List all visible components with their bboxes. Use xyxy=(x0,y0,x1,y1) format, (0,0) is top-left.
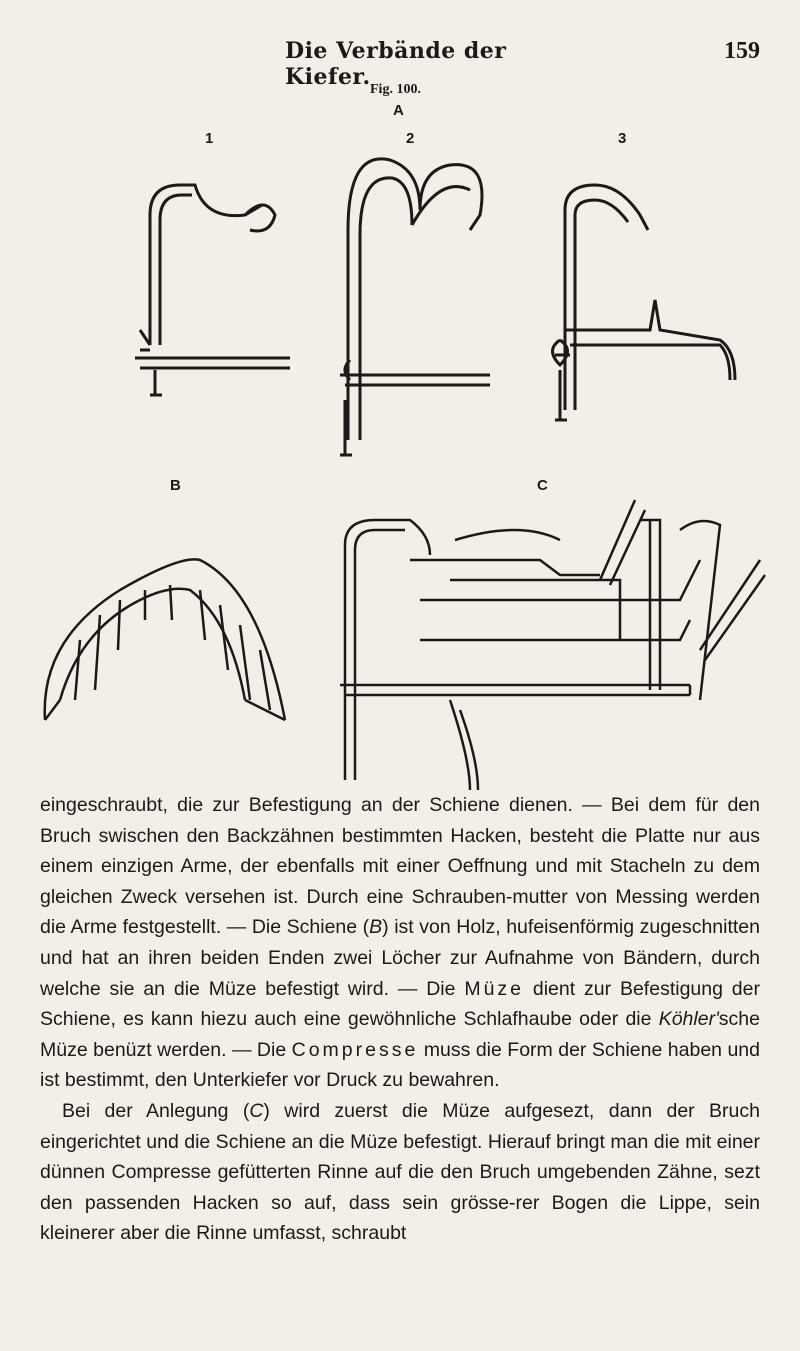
paragraph-1 xyxy=(40,790,760,1096)
p1-part-c: ) ist von Holz, hufeisenförmig zugeschnitten und hat an ihren beiden Enden zwei Löcher zur Aufnahme von Bändern, durch welche sie an die Müze befestigt wird. — Die xyxy=(40,916,760,1000)
hook-3-illustration xyxy=(553,185,736,420)
paragraph-2 xyxy=(40,1096,760,1249)
p1-part-d: Müze xyxy=(464,977,525,1000)
p1-part-b: B xyxy=(369,916,383,939)
figure-caption: Fig. 100. xyxy=(370,82,421,97)
hook-2-illustration xyxy=(340,159,490,455)
splint-b-illustration xyxy=(45,559,285,720)
figure-label-2: 2 xyxy=(406,130,415,147)
figure-label-B: B xyxy=(170,477,181,494)
p1-part-e: dient zur Befestigung der Schiene, es kann hiezu auch eine gewöhnliche Schlafhaube oder die xyxy=(40,977,760,1031)
apparatus-c-illustration xyxy=(340,500,765,790)
page-number: 159 xyxy=(724,38,760,64)
hook-1-illustration xyxy=(135,185,290,395)
p1-part-f: Köhler' xyxy=(658,1008,719,1031)
p2-part-a: Bei der Anlegung ( xyxy=(62,1099,250,1122)
figure-label-C: C xyxy=(537,477,548,494)
body-text xyxy=(40,790,760,1249)
p2-part-b: C xyxy=(249,1099,264,1122)
figure-label-1: 1 xyxy=(205,130,214,147)
p1-part-i: muss die Form der Schiene haben und ist bestimmt, den Unterkiefer vor Druck zu bewahren. xyxy=(40,1038,760,1092)
p1-part-g: sche Müze benüzt werden. — Die xyxy=(40,1008,760,1061)
figure-label-A: A xyxy=(393,102,404,119)
p1-part-h: Compresse xyxy=(291,1038,419,1061)
figure-label-3: 3 xyxy=(618,130,627,147)
p1-part-a: eingeschraubt, die zur Befestigung an der Schiene dienen. — Bei dem für den Bruch swischen den Backzähnen bestimmten Hacken, besteht die Platte nur aus einem einzigen Arme, der ebenfalls mit einer Oeffnung und mit Stacheln zu dem gleichen Zweck versehen ist. Durch eine Schrauben-mutter von Messing werden die Arme festgestellt. — Die Schiene ( xyxy=(40,794,760,939)
p2-part-c: ) wird zuerst die Müze aufgesezt, dann der Bruch eingerichtet und die Schiene an die Müze befestigt. Hierauf bringt man die mit einer dünnen Compresse gefütterten Rinne auf die den Bruch umgebenden Zähne, sezt den passenden Hacken so auf, dass sein grösse-rer Bogen die Lippe, sein kleinerer aber die Rinne umfasst, schraubt xyxy=(40,1099,760,1245)
running-title: Die Verbände der Kiefer. xyxy=(285,38,507,90)
